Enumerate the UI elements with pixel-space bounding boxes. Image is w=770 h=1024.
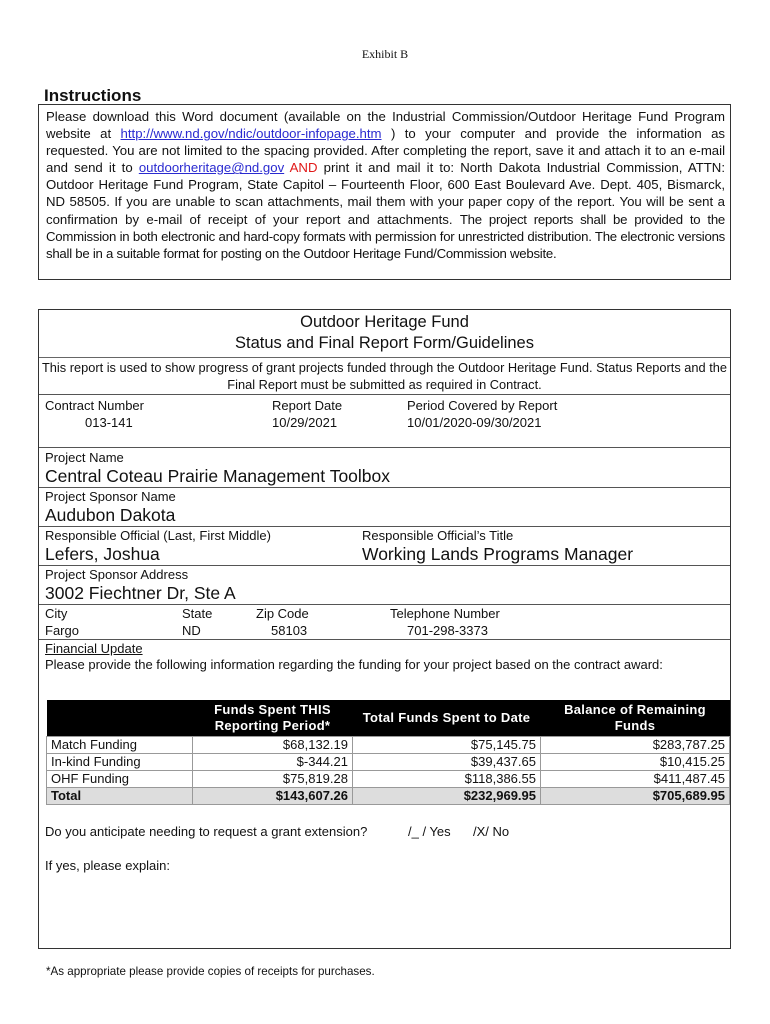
divider xyxy=(39,487,730,488)
period-value: 10/01/2020-09/30/2021 xyxy=(407,415,542,430)
city-value: Fargo xyxy=(45,623,79,638)
divider xyxy=(39,394,730,395)
exhibit-label: Exhibit B xyxy=(361,47,409,61)
instructions-text-4: The project reports shall be provided to the Commission in both electronic and hard-copy formats with permission for unrestricted distribution. The electronic versions shall be in a suitable format for posting on the Outdoor Heritage Fund/Commission website. xyxy=(46,211,725,261)
zip-value: 58103 xyxy=(271,623,308,638)
total-this-period: $143,607.26 xyxy=(193,788,353,805)
divider xyxy=(39,565,730,566)
official-value: Lefers, Joshua xyxy=(45,544,160,564)
total-label: Total xyxy=(47,788,193,805)
explain-label: If yes, please explain: xyxy=(45,858,171,873)
extension-no-option[interactable]: /X/ No xyxy=(473,824,510,839)
funding-table xyxy=(46,700,730,805)
table-header-balance: Balance of Remaining Funds xyxy=(541,700,730,737)
address-label: Project Sponsor Address xyxy=(45,567,189,582)
official-title-value: Working Lands Programs Manager xyxy=(362,544,634,564)
cell-balance: $10,415.25 xyxy=(541,754,730,771)
report-date-value: 10/29/2021 xyxy=(272,415,338,430)
period-label: Period Covered by Report xyxy=(407,398,558,413)
city-label: City xyxy=(45,606,68,621)
cell-balance: $411,487.45 xyxy=(541,771,730,788)
cell-this-period: $68,132.19 xyxy=(193,737,353,754)
cell-to-date: $118,386.55 xyxy=(353,771,541,788)
financial-intro: Please provide the following information regarding the funding for your project based on the contract award: xyxy=(45,657,663,672)
state-label: State xyxy=(182,606,213,621)
sponsor-name-value: Audubon Dakota xyxy=(45,505,176,525)
website-link[interactable]: http://www.nd.gov/ndic/outdoor-infopage.htm xyxy=(120,126,382,142)
total-balance: $705,689.95 xyxy=(541,788,730,805)
form-title-2: Status and Final Report Form/Guidelines xyxy=(235,334,534,352)
row-label: OHF Funding xyxy=(47,771,193,788)
instructions-text-2: ) to your computer and provide the information as requested. You are not limited to the spacing provided. After completing the report, save it and attach it to an e-mail and send it to xyxy=(46,126,725,176)
email-link[interactable]: outdoorheritage@nd.gov xyxy=(138,160,285,176)
instructions-box xyxy=(38,104,731,280)
cell-this-period: $-344.21 xyxy=(193,754,353,771)
form-title-1: Outdoor Heritage Fund xyxy=(300,313,469,331)
state-value: ND xyxy=(182,623,201,638)
table-row xyxy=(47,754,730,771)
contract-number-label: Contract Number xyxy=(45,398,144,413)
table-header-blank xyxy=(47,700,193,737)
total-to-date: $232,969.95 xyxy=(353,788,541,805)
extension-question: Do you anticipate needing to request a grant extension? xyxy=(45,824,368,839)
divider xyxy=(39,526,730,527)
instructions-title: Instructions xyxy=(44,86,142,105)
form-header xyxy=(39,310,730,354)
zip-label: Zip Code xyxy=(256,606,309,621)
cell-balance: $283,787.25 xyxy=(541,737,730,754)
row-label: Match Funding xyxy=(47,737,193,754)
extension-yes-option[interactable]: /_ / Yes xyxy=(408,824,451,839)
sponsor-name-label: Project Sponsor Name xyxy=(45,489,176,504)
report-date-label: Report Date xyxy=(272,398,343,413)
table-total-row xyxy=(47,788,730,805)
table-header-this-period: Funds Spent THIS Reporting Period* xyxy=(193,700,353,737)
cell-this-period: $75,819.28 xyxy=(193,771,353,788)
official-label: Responsible Official (Last, First Middle) xyxy=(45,528,271,543)
divider xyxy=(39,447,730,448)
table-row xyxy=(47,771,730,788)
instructions-text-3: print it and mail it to: North Dakota Industrial Commission, ATTN: Outdoor Heritage Fund Program, State Capitol – Fourteenth Floor, 600 East Boulevard Ave. Dept. 405, Bismarck, ND 58505. If you are unable to scan attachments, mail them with your paper copy of the report. You will be sent a confirmation by e-mail of receipt of your report and attachments. xyxy=(46,160,725,227)
cell-to-date: $75,145.75 xyxy=(353,737,541,754)
table-row xyxy=(47,737,730,754)
footnote: *As appropriate please provide copies of receipts for purchases. xyxy=(46,965,375,978)
contract-number-value: 013-141 xyxy=(85,415,133,430)
divider xyxy=(39,604,730,605)
financial-heading: Financial Update xyxy=(45,641,143,656)
row-label: In-kind Funding xyxy=(47,754,193,771)
project-name-value: Central Coteau Prairie Management Toolbox xyxy=(45,466,391,486)
divider xyxy=(39,639,730,640)
report-form xyxy=(38,309,731,949)
phone-value: 701-298-3373 xyxy=(407,623,488,638)
official-title-label: Responsible Official’s Title xyxy=(362,528,514,543)
instructions-text-1: Please download this Word document (available on the Industrial Commission/Outdoor Heritage Fund Program website at xyxy=(46,109,725,142)
table-header-to-date: Total Funds Spent to Date xyxy=(353,700,541,737)
form-description: This report is used to show progress of grant projects funded through the Outdoor Heritage Fund. Status Reports and the Final Report must be submitted as required in Contract. xyxy=(39,357,730,393)
table-header-row xyxy=(47,700,730,737)
cell-to-date: $39,437.65 xyxy=(353,754,541,771)
phone-label: Telephone Number xyxy=(390,606,500,621)
address-value: 3002 Fiechtner Dr, Ste A xyxy=(45,583,236,603)
and-emphasis: AND xyxy=(289,160,318,176)
project-name-label: Project Name xyxy=(45,450,124,465)
